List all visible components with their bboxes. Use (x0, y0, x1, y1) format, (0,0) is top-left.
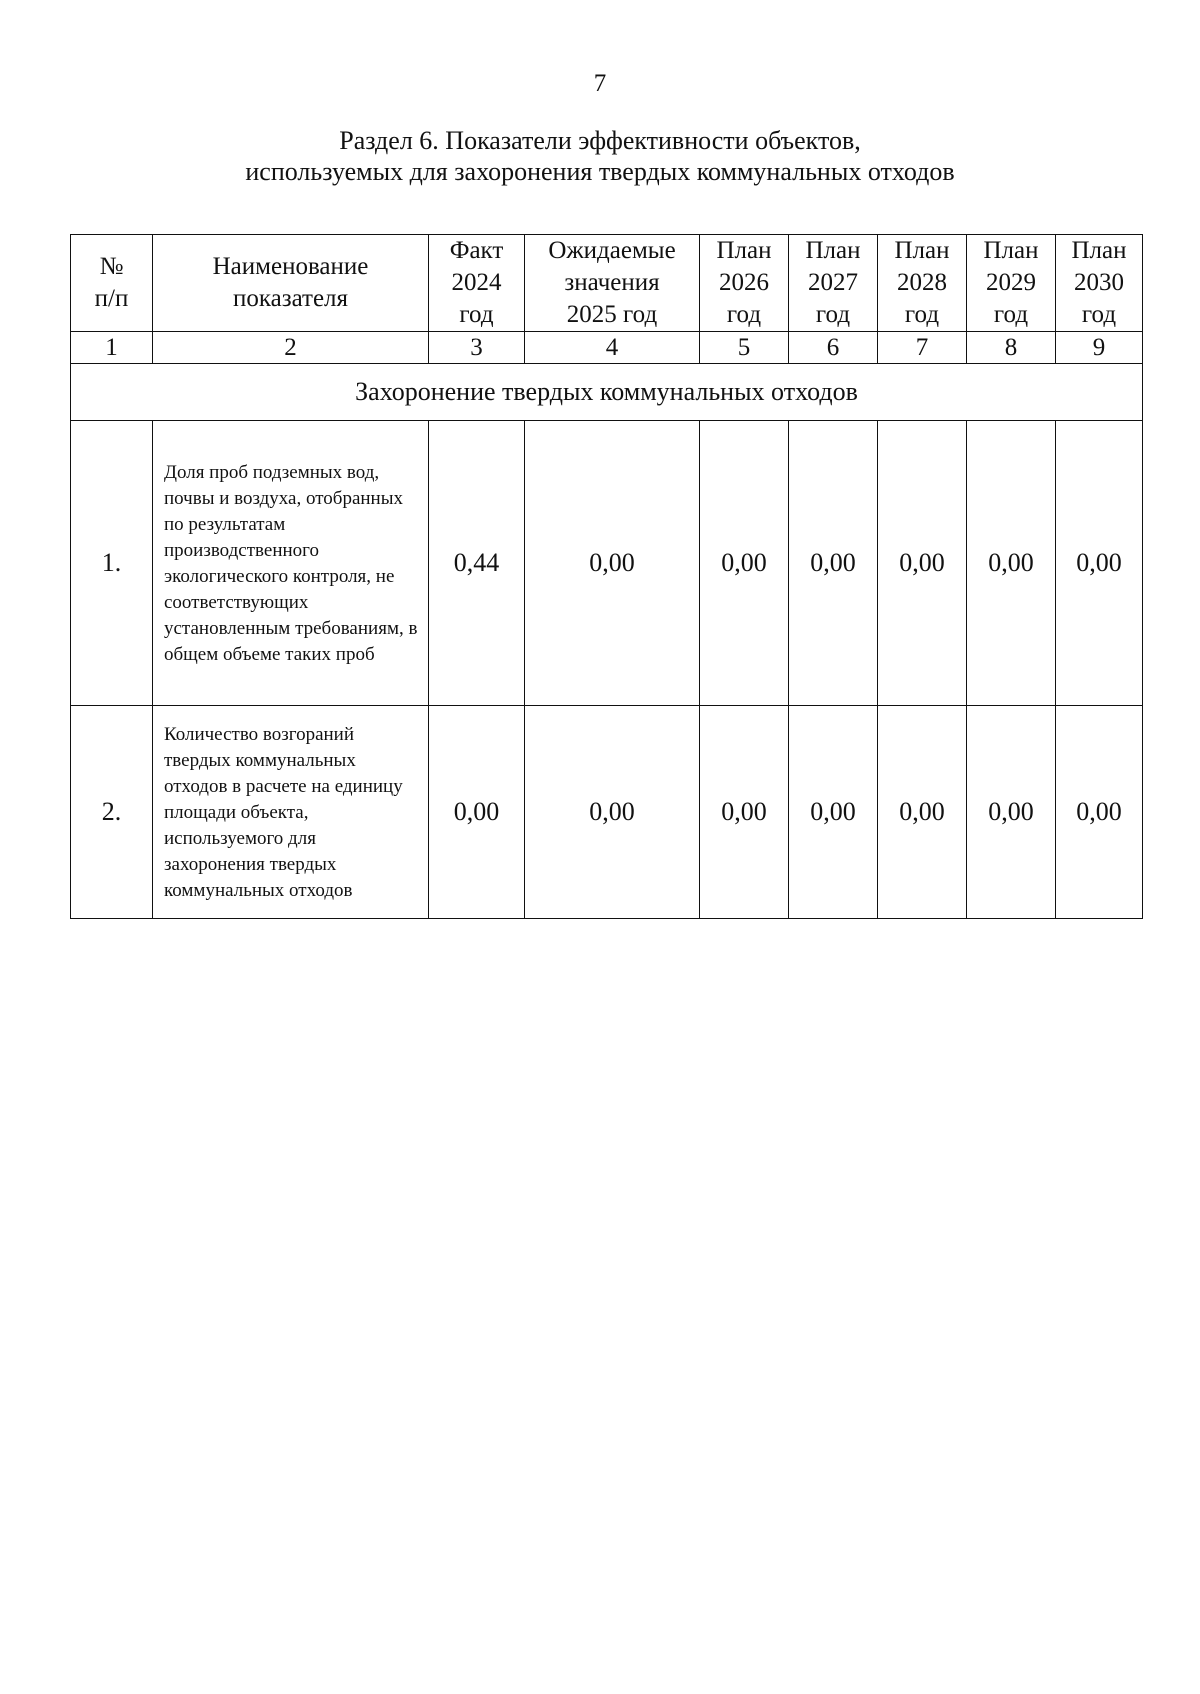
column-number: 8 (967, 332, 1056, 364)
value-plan-2026: 0,00 (700, 421, 789, 706)
header-text: 2025 год (566, 301, 658, 328)
header-text: п/п (94, 285, 129, 312)
header-expected-2025 (525, 235, 700, 332)
header-text: 2024 (451, 269, 502, 296)
header-text: год (993, 301, 1029, 328)
header-text: План (716, 237, 772, 264)
header-plan-2029 (967, 235, 1056, 332)
header-text: год (904, 301, 940, 328)
header-text: План (1071, 237, 1127, 264)
header-text: План (805, 237, 861, 264)
value-plan-2029: 0,00 (967, 421, 1056, 706)
section-heading-row (71, 364, 1143, 421)
header-text: Факт (449, 237, 504, 264)
column-number: 1 (71, 332, 153, 364)
value-fact-2024: 0,00 (429, 706, 525, 919)
value-plan-2030: 0,00 (1056, 421, 1143, 706)
value-plan-2030: 0,00 (1056, 706, 1143, 919)
indicator-name: Доля проб подземных вод, почвы и воздуха, отобранных по результатам производственного экологического контроля, не соответствующих установленным требованиям, в общем объеме таких проб (153, 421, 429, 706)
section-title-line-1: Раздел 6. Показатели эффективности объектов, (339, 126, 861, 155)
header-text: год (815, 301, 851, 328)
column-number: 2 (153, 332, 429, 364)
header-text: Наименование (212, 253, 369, 280)
section-title-line-2: используемых для захоронения твердых коммунальных отходов (245, 157, 955, 186)
header-text: год (1081, 301, 1117, 328)
table-row (71, 421, 1143, 706)
indicator-name: Количество возгораний твердых коммунальных отходов в расчете на единицу площади объекта, используемого для захоронения твердых коммунальных отходов (153, 706, 429, 919)
header-text: 2027 (808, 269, 858, 296)
value-expected-2025: 0,00 (525, 421, 700, 706)
value-fact-2024: 0,44 (429, 421, 525, 706)
table-row (71, 706, 1143, 919)
header-text: 2030 (1074, 269, 1124, 296)
table-header-row (71, 235, 1143, 332)
page-number: 7 (593, 70, 607, 97)
header-plan-2027 (789, 235, 878, 332)
header-indicator-name (153, 235, 429, 332)
header-text: 2029 (986, 269, 1036, 296)
header-text: год (726, 301, 762, 328)
header-text: год (459, 301, 494, 328)
header-text: 2028 (897, 269, 947, 296)
header-text: показателя (232, 285, 349, 312)
header-text: № (99, 253, 124, 280)
header-number (71, 235, 153, 332)
column-number: 9 (1056, 332, 1143, 364)
section-heading: Захоронение твердых коммунальных отходов (71, 364, 1143, 421)
header-plan-2028 (878, 235, 967, 332)
header-text: План (894, 237, 950, 264)
column-number: 4 (525, 332, 700, 364)
header-text: Ожидаемые (548, 237, 676, 264)
column-number: 5 (700, 332, 789, 364)
section-title (0, 125, 1200, 187)
row-number: 2. (71, 706, 153, 919)
value-plan-2027: 0,00 (789, 706, 878, 919)
value-plan-2028: 0,00 (878, 421, 967, 706)
header-text: 2026 (719, 269, 769, 296)
value-plan-2028: 0,00 (878, 706, 967, 919)
value-plan-2026: 0,00 (700, 706, 789, 919)
column-number-row (71, 332, 1143, 364)
column-number: 6 (789, 332, 878, 364)
header-text: План (983, 237, 1039, 264)
header-plan-2030 (1056, 235, 1143, 332)
value-plan-2027: 0,00 (789, 421, 878, 706)
column-number: 7 (878, 332, 967, 364)
column-number: 3 (429, 332, 525, 364)
indicators-table (70, 234, 1143, 919)
value-expected-2025: 0,00 (525, 706, 700, 919)
value-plan-2029: 0,00 (967, 706, 1056, 919)
row-number: 1. (71, 421, 153, 706)
header-plan-2026 (700, 235, 789, 332)
header-text: значения (564, 269, 660, 296)
header-fact-2024 (429, 235, 525, 332)
